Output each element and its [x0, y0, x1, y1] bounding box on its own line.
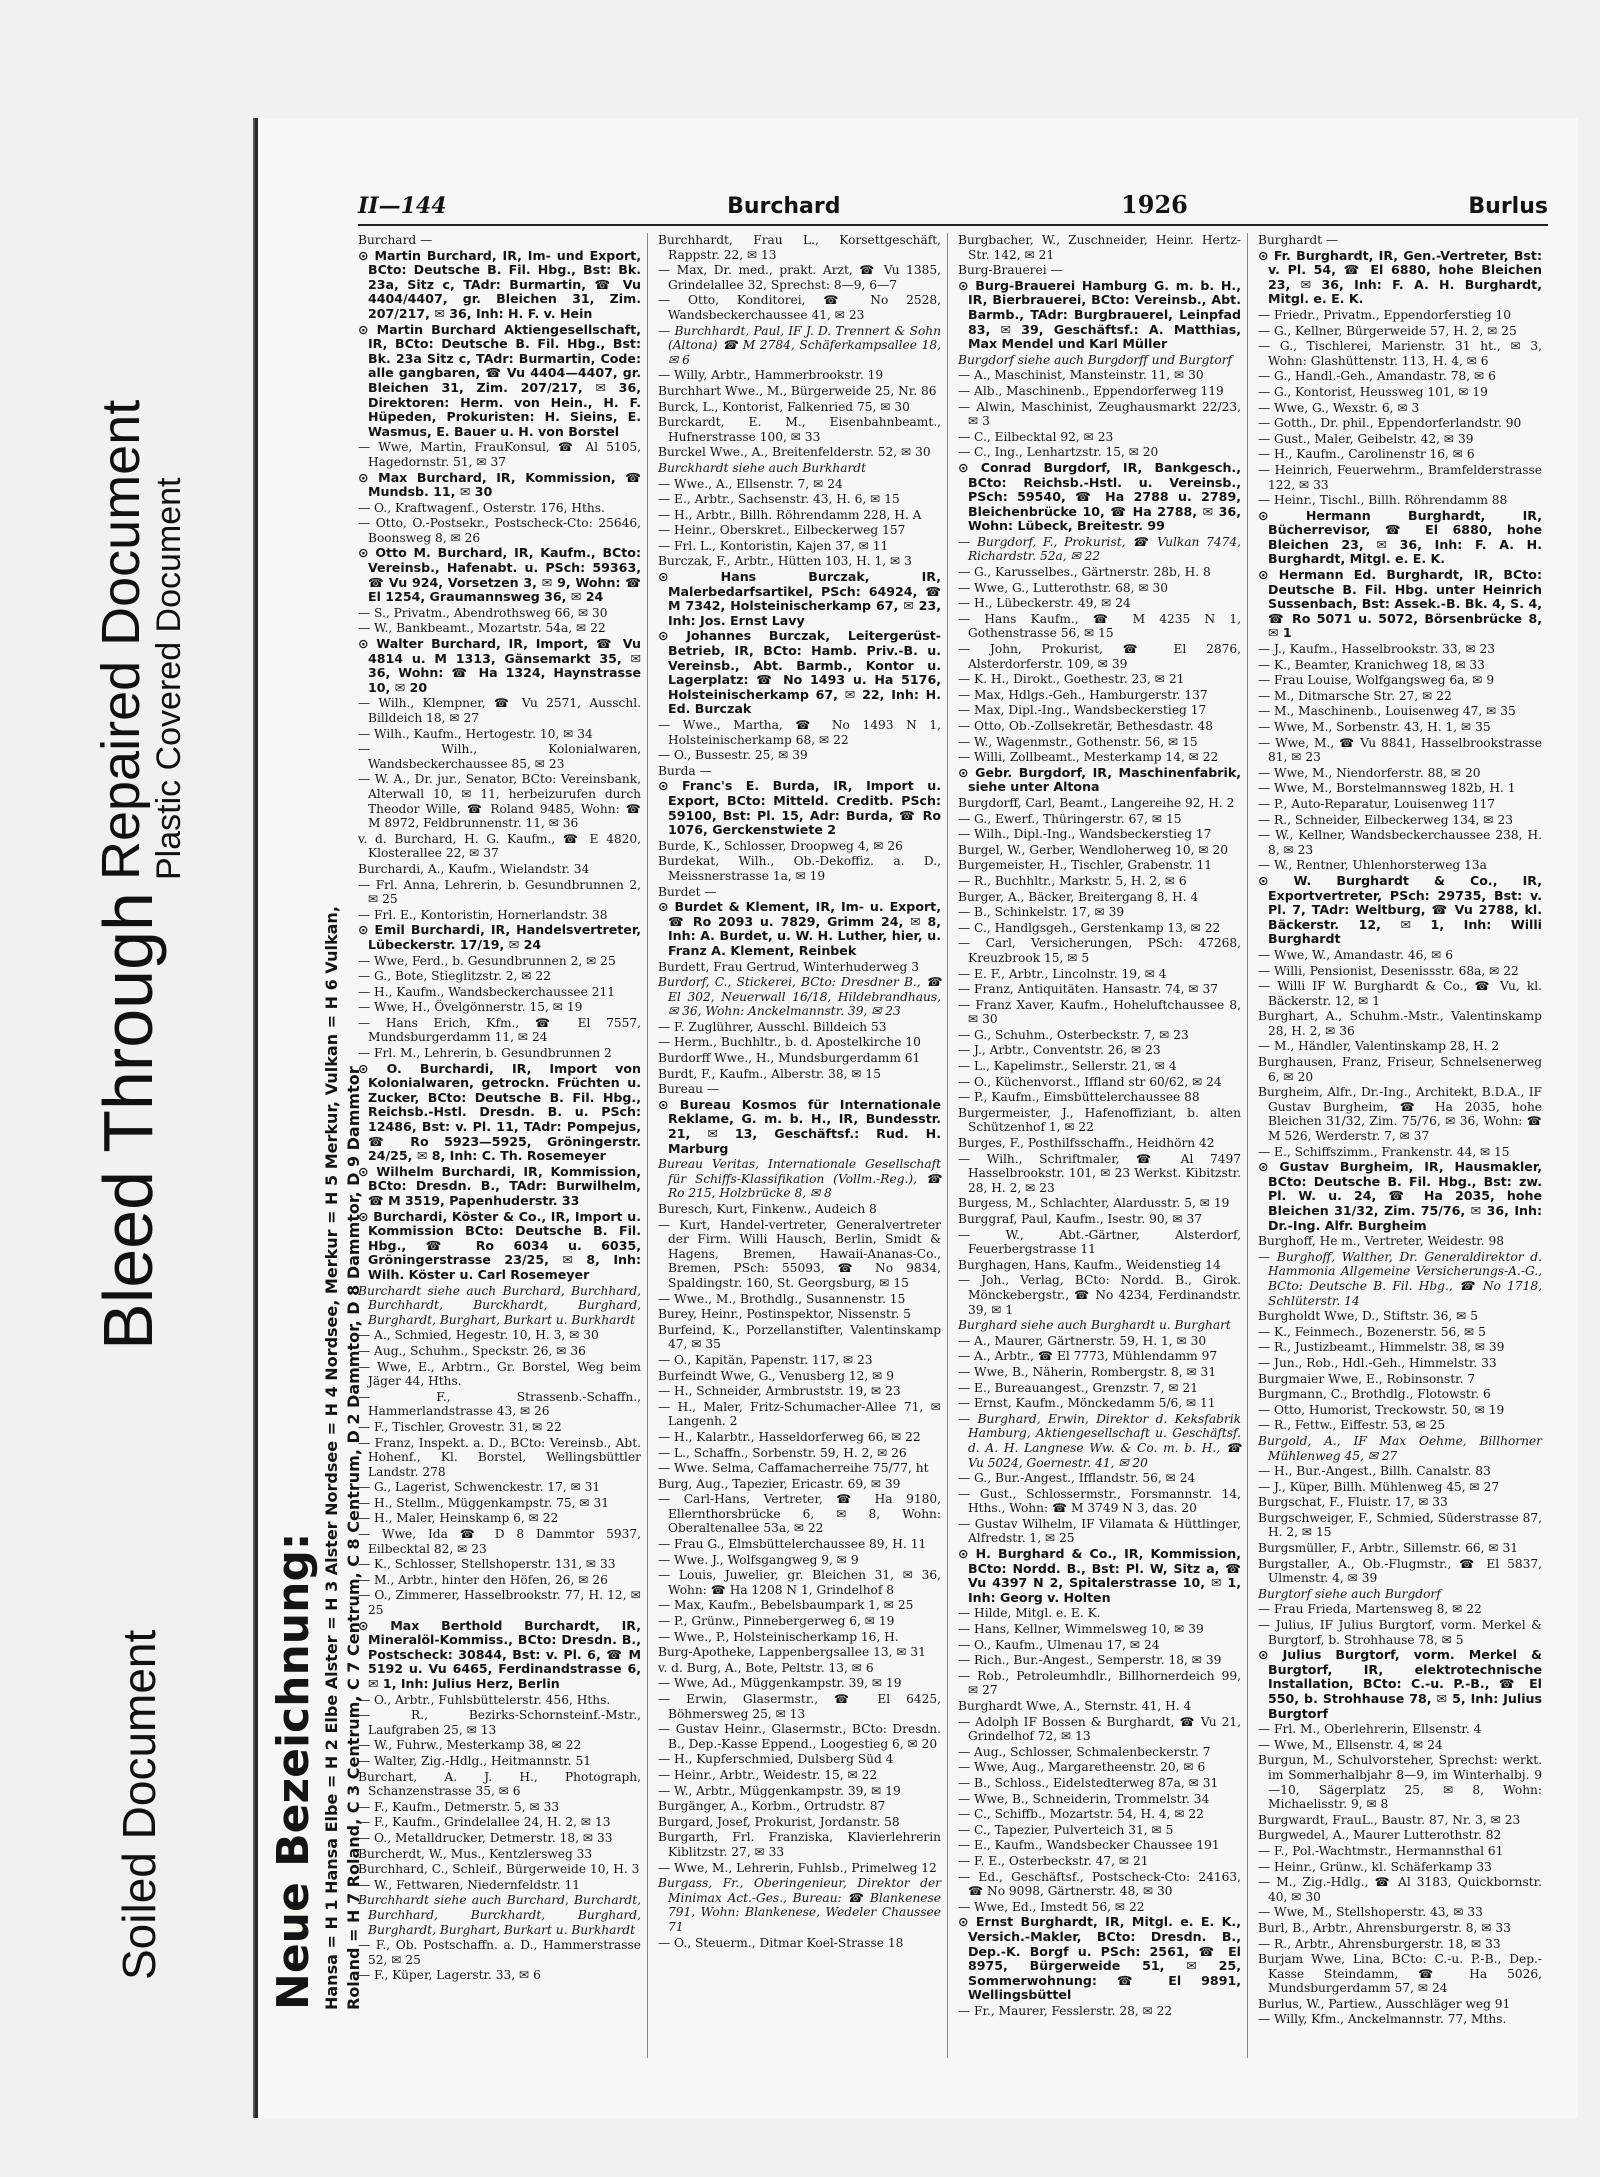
directory-entry: — H., Schneider, Armbruststr. 19, ✉ 23: [658, 1384, 901, 1399]
label-bleed-through: Bleed Through: [89, 892, 167, 1350]
directory-entry: v. d. Burchard, H. G. Kaufm., ☎ E 4820, Klosterallee 22, ✉ 37: [358, 831, 641, 861]
directory-entry: — Franz, Inspekt. a. D., BCto: Vereinsb., Abt. Hohenf., Kl. Borstel, Wellingsbüttler Landstr. 278: [358, 1435, 641, 1479]
directory-entry: — Wwe, Aug., Margaretheenstr. 20, ✉ 6: [958, 1760, 1206, 1775]
directory-entry: — W., Arbtr., Müggenkampstr. 39, ✉ 19: [658, 1783, 901, 1798]
directory-entry: — Frl. M., Oberlehrerin, Ellsenstr. 4: [1258, 1722, 1482, 1737]
directory-entry: Burgholdt Wwe, D., Stiftstr. 36, ✉ 5: [1258, 1309, 1479, 1324]
directory-entry: — G., Tischlerei, Marienstr. 31 ht., ✉ 3, Wohn: Glashüttenstr. 113, H. 4, ✉ 6: [1258, 339, 1542, 368]
directory-entry: — E., Bureauangest., Grenzstr. 7, ✉ 21: [958, 1380, 1198, 1395]
directory-entry: ⊙ W. Burghardt & Co., IR, Exportvertreter, PSch: 29735, Bst: v. Pl. 7, TAdr: Weltburg, ☎ Vu 2788, kl. Bäckerstr. 12, ✉ 1, Inh: Willi Burghardt: [1258, 872, 1542, 947]
directory-entry: — Gust., Maler, Geibelstr. 42, ✉ 39: [1258, 431, 1474, 446]
directory-entry: — Wwe, B., Schneiderin, Trommelstr. 34: [958, 1791, 1210, 1806]
directory-entry: — O., Kapitän, Papenstr. 117, ✉ 23: [658, 1352, 873, 1367]
directory-entry: — Heinrich, Feuerwehrm., Bramfelderstrasse 122, ✉ 33: [1258, 462, 1542, 492]
directory-entry: — H., Kaufm., Carolinenstr 16, ✉ 6: [1258, 447, 1475, 462]
directory-entry: Burg-Brauerei —: [958, 263, 1063, 278]
directory-entry: — Wwe, G., Lutterothstr. 68, ✉ 30: [958, 580, 1169, 595]
directory-entry: — H., Bur.-Angest., Billh. Canalstr. 83: [1258, 1464, 1491, 1479]
directory-entry: — O., Kaufm., Ulmenau 17, ✉ 24: [958, 1637, 1160, 1652]
label-soiled-document: Soiled Document: [113, 1629, 165, 1980]
directory-entry: — Heinr., Tischl., Billh. Röhrendamm 88: [1258, 493, 1508, 508]
directory-entry: — Gustav Heinr., Glasermstr., BCto: Dresdn. B., Dep.-Kasse Eppend., Loogestieg 6, ✉ 20: [658, 1722, 941, 1751]
directory-entry: — Otto, Konditorei, ☎ No 2528, Wandsbeckerchaussee 41, ✉ 23: [658, 293, 941, 322]
directory-entry: — G., Bote, Stieglitzstr. 2, ✉ 22: [358, 969, 551, 984]
directory-entry: — F. Zuglührer, Ausschl. Billdeich 53: [658, 1019, 887, 1034]
directory-entry: — H., Kalarbtr., Hasseldorferweg 66, ✉ 22: [658, 1429, 921, 1444]
directory-entry: Burgänger, A., Korbm., Ortrudstr. 87: [658, 1799, 886, 1814]
directory-entry: — C., Eilbecktal 92, ✉ 23: [958, 429, 1114, 444]
directory-entry: — Friedr., Privatm., Eppendorferstieg 10: [1258, 307, 1512, 322]
directory-entry: — L., Schaffn., Sorbenstr. 59, H. 2, ✉ 26: [658, 1445, 907, 1460]
directory-entry: — R., Fettw., Eiffestr. 53, ✉ 25: [1258, 1418, 1446, 1433]
directory-entry: — O., Arbtr., Fuhlsbüttelerstr. 456, Hths.: [358, 1692, 611, 1707]
directory-entry: — O., Metalldrucker, Detmerstr. 18, ✉ 33: [358, 1830, 613, 1845]
directory-entry: Burgstaller, A., Ob.-Flugmstr., ☎ El 5837, Ulmenstr. 4, ✉ 39: [1258, 1556, 1542, 1586]
legend-line-2: Roland = H 7 Roland, C 3 Centrum, C 7 Centrum, C 8 Centrum, D 2 Dammtor, D 8 Dammtor, D 9 Dammtor: [344, 1066, 363, 2010]
directory-entry: — Gotth., Dr. phil., Eppendorferlandstr. 90: [1258, 416, 1522, 431]
directory-entry: — Otto, Humorist, Treckowstr. 50, ✉ 19: [1258, 1402, 1505, 1417]
directory-entry: — Wwe, Ad., Müggenkampstr. 39, ✉ 19: [658, 1676, 902, 1691]
first-keyword: Burchard: [727, 194, 841, 219]
directory-entry: ⊙ Conrad Burgdorf, IR, Bankgesch., BCto: Reichsb.-Hstl. u. Vereinsb., PSch: 59540, ☎ Ha 2788 u. 2789, Bleichenbrücke 10, ☎ Ha 2788, ✉ 36, Wohn: Lübeck, Breitestr. 99: [958, 459, 1241, 534]
directory-entry: — O., Steuerm., Ditmar Koel-Strasse 18: [658, 1935, 904, 1950]
directory-entry: ⊙ O. Burchardi, IR, Import von Kolonialwaren, getrockn. Früchten u. Zucker, BCto: Deutsche B. Fil. Hbg., Reichsb.-Hstl. Dresdn. B. u. PSch: 12486, Bst: v. Pl. 11, TAdr: Pompejus, ☎ Ro 5923—5925, Gröningerstr. 24/25, ✉ 8, Inh: C. Th. Rosemeyer: [358, 1060, 641, 1164]
directory-entry: — E., Arbtr., Sachsenstr. 43, H. 6, ✉ 15: [658, 492, 900, 507]
directory-entry: — Walter, Zig.-Hdlg., Heitmannstr. 51: [358, 1753, 591, 1768]
directory-entry: — Jun., Rob., Hdl.-Geh., Himmelstr. 33: [1258, 1355, 1497, 1370]
directory-entry: Burfeind, K., Porzellanstifter, Valentinskamp 47, ✉ 35: [658, 1322, 941, 1352]
directory-entry: — Max, Hdlgs.-Geh., Hamburgerstr. 137: [958, 687, 1208, 702]
directory-entry: — F., Strassenb.-Schaffn., Hammerlandstrasse 43, ✉ 26: [358, 1389, 641, 1419]
directory-entry: Burghardt —: [1258, 233, 1339, 247]
directory-entry: — Wwe, B., Näherin, Rombergstr. 8, ✉ 31: [958, 1364, 1217, 1379]
directory-entry: — G., Bur.-Angest., Ifflandstr. 56, ✉ 24: [958, 1471, 1196, 1486]
directory-entry: — Gustav Wilhelm, IF Vilamata & Hüttlinger, Alfredstr. 1, ✉ 25: [958, 1516, 1241, 1546]
directory-entry: ⊙ Fr. Burghardt, IR, Gen.-Vertreter, Bst: v. Pl. 54, ☎ El 6880, hohe Bleichen 23, ✉ 36, Inh: F. A. H. Burghardt, Mitgl. e. E. K.: [1258, 247, 1542, 307]
directory-entry: — P., Kaufm., Eimsbüttelerchaussee 88: [958, 1090, 1200, 1105]
directory-entry: Burgwedel, A., Maurer Lutterothstr. 82: [1258, 1828, 1502, 1843]
directory-entry: — Wwe, M., Stellshoperstr. 43, ✉ 33: [1258, 1905, 1483, 1920]
directory-entry: ⊙ Martin Burchard, IR, Im- und Export, BCto: Deutsche B. Fil. Hbg., Bst: Bk. 23a, Sitz c, TAdr: Burmartin, ☎ Vu 4404/4407, gr. Bleichen 31, Zim. 207/217, ✉ 36, Inh: H. F. v. Hein: [358, 247, 641, 321]
directory-entry: — Wwe, M., Borstelmannsweg 182b, H. 1: [1258, 781, 1516, 796]
directory-entry: Burgdorf siehe auch Burgdorff und Burgtorf: [958, 352, 1233, 367]
directory-entry: Burgard, Josef, Prokurist, Jordanstr. 58: [658, 1814, 900, 1829]
directory-entry: — Wwe., Martha, ☎ No 1493 N 1, Holsteinischerkamp 68, ✉ 22: [658, 718, 941, 747]
directory-entry: Burghardt Wwe, A., Sternstr. 41, H. 4: [958, 1699, 1192, 1713]
directory-entry: — R., Buchhltr., Markstr. 5, H. 2, ✉ 6: [958, 873, 1187, 888]
directory-entry: ⊙ Gustav Burgheim, IR, Hausmakler, BCto: Deutsche B. Fil. Hbg., Bst: zw. Pl. W. u. 24, ☎ Ha 2035, hohe Bleichen 31/32, Zim. 75/76, ✉ 36, Inh: Dr.-Ing. Alfr. Burgheim: [1258, 1159, 1542, 1233]
directory-entry: ⊙ Wilhelm Burchardi, IR, Kommission, BCto: Dresdn. B., TAdr: Burwilhelm, ☎ M 3519, Papenhuderstr. 33: [358, 1163, 641, 1208]
directory-entry: Burckardt, E. M., Eisenbahnbeamt., Hufnerstrasse 100, ✉ 33: [658, 415, 941, 444]
directory-entry: — W., Abt.-Gärtner, Alsterdorf, Feuerbergstrasse 11: [958, 1227, 1241, 1257]
directory-entry: — C., Tapezier, Pulverteich 31, ✉ 5: [958, 1822, 1174, 1837]
directory-entry: — W., Fettwaren, Niedernfeldstr. 11: [358, 1877, 580, 1892]
directory-entry: — Frl. L., Kontoristin, Kajen 37, ✉ 11: [658, 538, 889, 553]
directory-entry: — Heinr., Oberskret., Eilbeckerweg 157: [658, 523, 906, 538]
directory-entry: — E. F., Arbtr., Lincolnstr. 19, ✉ 4: [958, 966, 1167, 981]
directory-entry: — E., Schiffszimm., Frankenstr. 44, ✉ 15: [1258, 1144, 1510, 1159]
directory-entry: — K., Schlosser, Stellshoperstr. 131, ✉ 33: [358, 1557, 616, 1572]
directory-entry: — F., Küper, Lagerstr. 33, ✉ 6: [358, 1968, 541, 1983]
directory-entry: Burck, L., Kontorist, Falkenried 75, ✉ 30: [658, 399, 910, 414]
directory-entry: ⊙ Burdet & Klement, IR, Im- u. Export, ☎ Ro 2093 u. 7829, Grimm 24, ✉ 8, Inh: A. Burdet, u. W. H. Luther, hier, u. Franz A. Klement, Reinbek: [658, 899, 941, 958]
directory-entry: — Wwe., A., Ellsenstr. 7, ✉ 24: [658, 476, 843, 491]
directory-entry: — Wwe. Selma, Caffamacherreihe 75/77, ht: [658, 1461, 929, 1476]
directory-entry: Burchhardt, Frau L., Korsettgeschäft, Rappstr. 22, ✉ 13: [658, 233, 941, 262]
directory-entry: — Heinr., Grünw., kl. Schäferkamp 33: [1258, 1859, 1492, 1874]
directory-entry: — C., Handlgsgeh., Gerstenkamp 13, ✉ 22: [958, 920, 1221, 935]
directory-entry: — R., Justizbeamt., Himmelstr. 38, ✉ 39: [1258, 1340, 1505, 1355]
directory-entry: — Burghard, Erwin, Direktor d. Keksfabrik Hamburg, Aktiengesellschaft u. Geschäftsf. d. A. H. Langnese Ww. & Co. m. b. H., ☎ Vu 5024, Goernestr. 41, ✉ 20: [958, 1411, 1241, 1470]
directory-entry: — Carl, Versicherungen, PSch: 47268, Kreuzbrook 15, ✉ 5: [958, 936, 1241, 965]
directory-entry: — G., Lagerist, Schwenckestr. 17, ✉ 31: [358, 1480, 601, 1495]
directory-entry: Burey, Heinr., Postinspektor, Nissenstr. 5: [658, 1307, 911, 1322]
directory-entry: Burdekat, Wilh., Ob.-Dekoffiz. a. D., Meissnerstrasse 1a, ✉ 19: [658, 854, 941, 883]
directory-entry: Burckel Wwe., A., Breitenfelderstr. 52, ✉ 30: [658, 445, 931, 460]
directory-entry: ⊙ Max Burchard, IR, Kommission, ☎ Mundsb. 11, ✉ 30: [358, 469, 641, 500]
directory-entry: — A., Arbtr., ☎ El 7773, Mühlendamm 97: [958, 1349, 1218, 1364]
directory-entry: Burgun, M., Schulvorsteher, Sprechst: werkt. im Sommerhalbjahr 8—9, im Winterhalbj. 9—10, Sägerplatz 25, ✉ 8, Wohn: Michaelisstr. 9, ✉ 8: [1258, 1753, 1542, 1812]
directory-entry: — Kurt, Handel-vertreter, Generalvertreter der Firm. Willi Hausch, Berlin, Smidt & Hagens, Bremen, Hawaii-Ananas-Co., Bremen, PSch: 55093, ☎ No 9834, Spaldingstr. 160, St. Georgsburg, ✉ 15: [658, 1217, 941, 1290]
directory-entry: — O., Zimmerer, Hasselbrookstr. 77, H. 12, ✉ 25: [358, 1588, 641, 1618]
directory-entry: — John, Prokurist, ☎ El 2876, Alsterdorferstr. 109, ✉ 39: [958, 642, 1241, 671]
directory-entry: — Joh., Verlag, BCto: Nordd. B., Girok. Mönckebergstr., ☎ No 4234, Ferdinandstr. 39, ✉ 1: [958, 1273, 1241, 1317]
directory-entry: Burchardt siehe auch Burchard, Burchhard, Burchhardt, Burckhardt, Burghard, Burghardt, Burghart, Burkart u. Burkhardt: [358, 1283, 641, 1327]
directory-entry: — G., Karusselbes., Gärtnerstr. 28b, H. 8: [958, 565, 1211, 580]
directory-entry: — Max, Dr. med., prakt. Arzt, ☎ Vu 1385, Grindelallee 32, Sprechst: 8—9, 6—7: [658, 263, 941, 292]
directory-entry: ⊙ Burg-Brauerei Hamburg G. m. b. H., IR, Bierbrauerei, BCto: Vereinsb., Abt. Barmb., TAdr: Burgbrauerel, Leinpfad 83, ✉ 39, Geschäftsf.: A. Matthias, Max Mendel und Karl Müller: [958, 277, 1241, 352]
directory-entry: ⊙ Hans Burczak, IR, Malerbedarfsartikel, PSch: 64924, ☎ M 7342, Holsteinischerkamp 67, ✉ 23, Inh: Jos. Ernst Lavy: [658, 569, 941, 628]
directory-entry: — M., Händler, Valentinskamp 28, H. 2: [1258, 1039, 1500, 1054]
directory-entry: ⊙ Burchardi, Köster & Co., IR, Import u. Kommission BCto: Deutsche B. Fil. Hbg., ☎ Ro 6034 u. 6035, Gröningerstrasse 23/25, ✉ 8, Inh: Wilh. Köster u. Carl Rosemeyer: [358, 1208, 641, 1282]
directory-entry: — H., Stellm., Müggenkampstr. 75, ✉ 31: [358, 1495, 609, 1510]
directory-entry: Burfeindt Wwe, G., Venusberg 12, ✉ 9: [658, 1368, 894, 1383]
directory-entry: — Wilh., Klempner, ☎ Vu 2571, Ausschl. Billdeich 18, ✉ 27: [358, 696, 641, 725]
directory-entry: Burgschat, F., Fluistr. 17, ✉ 33: [1258, 1495, 1448, 1510]
directory-entry: — Willy, Kfm., Anckelmannstr. 77, Mths.: [1258, 2012, 1507, 2027]
directory-entry: — Wwe, M., Sorbenstr. 43, H. 1, ✉ 35: [1258, 720, 1491, 734]
directory-entry: — Frl. M., Lehrerin, b. Gesundbrunnen 2: [358, 1046, 612, 1061]
column-3: [958, 233, 1248, 2058]
directory-entry: — P., Grünw., Pinnebergerweg 6, ✉ 19: [658, 1614, 895, 1629]
directory-entry: — O., Küchenvorst., Iffland str 60/62, ✉ 24: [958, 1074, 1222, 1089]
directory-entry: ⊙ H. Burghard & Co., IR, Kommission, BCto: Nordd. B., Bst: Pl. W, Sitz a, ☎ Vu 4397 N 2, Spitalerstrasse 10, ✉ 1, Inh: Georg v. Holten: [958, 1546, 1241, 1605]
directory-entry: — Willi, Zollbeamt., Mesterkamp 14, ✉ 22: [958, 750, 1219, 765]
directory-entry: Burcherdt, W., Mus., Kentzlersweg 33: [358, 1846, 593, 1861]
directory-entry: — Wwe., P., Holsteinischerkamp 16, H.: [658, 1629, 899, 1644]
directory-entry: — Carl-Hans, Vertreter, ☎ Ha 9180, Ellernthorsbrücke 6, ✉ 8, Wohn: Oberaltenallee 53a, ✉ 22: [658, 1492, 941, 1536]
directory-entry: — H., Arbtr., Billh. Röhrendamm 228, H. A: [658, 507, 922, 522]
directory-entry: Burgmaier Wwe, E., Robinsonstr. 7: [1258, 1371, 1476, 1386]
directory-entry: — Wilh., Dipl.-Ing., Wandsbeckerstieg 17: [958, 827, 1212, 842]
directory-entry: — Otto, Ob.-Zollsekretär, Bethesdastr. 48: [958, 719, 1213, 733]
directory-entry: — Gust., Schlossermstr., Forsmannstr. 14, Hths., Wohn: ☎ M 3749 N 3, das. 20: [958, 1486, 1241, 1516]
directory-entry: — J., Arbtr., Conventstr. 26, ✉ 23: [958, 1043, 1161, 1058]
label-plastic-covered-document: Plastic Covered Document: [150, 477, 188, 880]
directory-entry: Burchhart Wwe., M., Bürgerweide 25, Nr. 86: [658, 383, 937, 398]
directory-entry: — R., Bezirks-Schornsteinf.-Mstr., Laufgraben 25, ✉ 13: [358, 1708, 641, 1737]
directory-entry: — Wwe, G., Wexstr. 6, ✉ 3: [1258, 400, 1420, 415]
directory-entry: — W., Wagenmstr., Gothenstr. 56, ✉ 15: [958, 734, 1198, 749]
directory-entry: Burghoff, He m., Vertreter, Weidestr. 98: [1258, 1234, 1505, 1249]
directory-entry: — Frl. E., Kontoristin, Hornerlandstr. 38: [358, 907, 608, 922]
directory-entry: — Hans, Kellner, Wimmelsweg 10, ✉ 39: [958, 1622, 1204, 1637]
directory-entry: — M., Zig.-Hdlg., ☎ Al 3183, Quickbornstr. 40, ✉ 30: [1258, 1875, 1542, 1904]
directory-entry: — A., Schmied, Hegestr. 10, H. 3, ✉ 30: [358, 1328, 599, 1343]
directory-entry: Burgel, W., Gerber, Wendloherweg 10, ✉ 20: [958, 842, 1229, 857]
directory-entry: — E., Kaufm., Wandsbecker Chaussee 191: [958, 1838, 1220, 1853]
directory-entry: — Burgdorf, F., Prokurist, ☎ Vulkan 7474, Richardstr. 52a, ✉ 22: [958, 534, 1241, 564]
directory-entry: — Rob., Petroleumhdlr., Billhornerdeich 99, ✉ 27: [958, 1668, 1241, 1698]
directory-entry: — O., Bussestr. 25, ✉ 39: [658, 748, 808, 763]
directory-entry: — Ernst, Kaufm., Mönckedamm 5/6, ✉ 11: [958, 1396, 1216, 1411]
directory-entry: — Erwin, Glasermstr., ☎ El 6425, Böhmersweg 25, ✉ 13: [658, 1692, 941, 1721]
directory-entry: Burchardi, A., Kaufm., Wielandstr. 34: [358, 861, 590, 876]
directory-entry: Burgwardt, FrauL., Baustr. 87, Nr. 3, ✉ 23: [1258, 1812, 1521, 1827]
year: 1926: [1121, 190, 1188, 219]
directory-entry: — Wwe., M., Brothdlg., Susannenstr. 15: [658, 1291, 906, 1306]
directory-entry: ⊙ Otto M. Burchard, IR, Kaufm., BCto: Vereinsb., Hafenabt. u. PSch: 59363, ☎ Vu 924, Vorsetzen 3, ✉ 9, Wohn: ☎ El 1254, Graumannsweg 36, ✉ 24: [358, 545, 641, 605]
directory-entry: — Wilh., Schriftmaler, ☎ Al 7497 Hasselbrookstr. 101, ✉ 23 Werkst. Kibitzstr. 28, H. 2, ✉ 23: [958, 1151, 1241, 1195]
directory-entry: Burczak, F., Arbtr., Hütten 103, H. 1, ✉ 3: [658, 554, 912, 569]
directory-entry: — B., Schloss., Eidelstedterweg 87a, ✉ 31: [958, 1775, 1219, 1790]
directory-entry: ⊙ Max Berthold Burchardt, IR, Mineralöl-Kommiss., BCto: Dresdn. B., Postscheck: 30844, Bst: v. Pl. 6, ☎ M 5192 u. Vu 6465, Ferdinandstrasse 6, ✉ 1, Inh: Julius Herz, Berlin: [358, 1617, 641, 1691]
directory-entry: Burdet —: [658, 884, 717, 899]
directory-entry: — H., Kupferschmied, Dulsberg Süd 4: [658, 1752, 894, 1767]
directory-entry: — H., Lübeckerstr. 49, ✉ 24: [958, 596, 1131, 611]
directory-entry: Burges, F., Posthilfsschaffn., Heidhörn 42: [958, 1136, 1215, 1151]
directory-entry: — Fr., Maurer, Fesslerstr. 28, ✉ 22: [958, 2003, 1173, 2018]
directory-entry: — Wwe, Martin, FrauKonsul, ☎ Al 5105, Hagedornstr. 51, ✉ 37: [358, 440, 641, 469]
directory-entry: — W., Rentner, Uhlenhorsterweg 13a: [1258, 858, 1487, 873]
directory-entry: — Willy, Arbtr., Hammerbrookstr. 19: [658, 368, 884, 383]
directory-entry: — Heinr., Arbtr., Weidestr. 15, ✉ 22: [658, 1767, 878, 1782]
directory-entry: — F., Ob. Postschaffn. a. D., Hammerstrasse 52, ✉ 25: [358, 1938, 641, 1967]
directory-entry: — C., Ing., Lenhartzstr. 15, ✉ 20: [958, 445, 1159, 460]
directory-entry: — M., Maschinenb., Louisenweg 47, ✉ 35: [1258, 704, 1516, 719]
directory-entry: — H., Maler, Heinskamp 6, ✉ 22: [358, 1511, 559, 1526]
directory-entry: Burde, K., Schlosser, Droopweg 4, ✉ 26: [658, 838, 903, 853]
directory-entry: ⊙ Hermann Burghardt, IR, Bücherrevisor, ☎ El 6880, hohe Bleichen 23, ✉ 36, Inh: F. A. H. Burghardt, Mitgl. e. E. K.: [1258, 507, 1542, 567]
directory-entry: — Franz, Antiquitäten. Hansastr. 74, ✉ 37: [958, 982, 1218, 997]
directory-entry: — Wwe, Ferd., b. Gesundbrunnen 2, ✉ 25: [358, 953, 616, 968]
directory-entry: — Willi, Pensionist, Desenissstr. 68a, ✉ 22: [1258, 963, 1519, 978]
directory-entry: — G., Kontorist, Heussweg 101, ✉ 19: [1258, 384, 1488, 399]
directory-entry: — A., Maschinist, Mansteinstr. 11, ✉ 30: [958, 368, 1204, 383]
directory-entry: Buresch, Kurt, Finkenw., Audeich 8: [658, 1202, 877, 1216]
directory-entry: — Louis, Juwelier, gr. Bleichen 31, ✉ 36, Wohn: ☎ Ha 1208 N 1, Grindelhof 8: [658, 1568, 941, 1597]
directory-entry: — J., Küper, Billh. Mühlenweg 45, ✉ 27: [1258, 1479, 1500, 1494]
directory-entry: ⊙ Gebr. Burgdorf, IR, Maschinenfabrik, siehe unter Altona: [958, 764, 1241, 795]
directory-entry: — Burghoff, Walther, Dr. Generaldirektor d. Hammonia Allgemeine Versicherungs-A.-G., BCto: Deutsche B. Fil. Hbg., ☎ No 1718, Schlüterstr. 14: [1258, 1249, 1542, 1308]
column-1: [358, 233, 648, 2058]
directory-entry: — Wilh., Kaufm., Hertogestr. 10, ✉ 34: [358, 726, 593, 741]
directory-entry: — Wwe, M., ☎ Vu 8841, Hasselbrookstrasse 81, ✉ 23: [1258, 735, 1542, 765]
directory-entry: — F., Tischler, Grovestr. 31, ✉ 22: [358, 1419, 562, 1434]
directory-entry: — H., Maler, Fritz-Schumacher-Allee 71, ✉ Langenh. 2: [658, 1399, 941, 1429]
directory-entry: Burgermeister, J., Hafenoffiziant, b. alten Schützenhof 1, ✉ 22: [958, 1105, 1241, 1135]
directory-entry: ⊙ Martin Burchard Aktiengesellschaft, IR, BCto: Deutsche B. Fil. Hbg., Bst: Bk. 23a Sitz c, TAdr: Burmartin, Code: alle gangbaren, ☎ Vu 4404—4407, gr. Bleichen 31, Zim. 207/217, ✉ 36, Direktoren: Herm. von Hein., H. F. Hüpeden, Prokuristen: H. Sieins, E. Wasmus, E. Bauer u. H. von Borstel: [358, 321, 641, 439]
directory-entry: v. d. Burg, A., Bote, Peltstr. 13, ✉ 6: [658, 1660, 874, 1675]
directory-entry: — Otto, O.-Postsekr., Postscheck-Cto: 25646, Boonsweg 8, ✉ 26: [358, 516, 641, 545]
directory-entry: — G., Kellner, Bürgerweide 57, H. 2, ✉ 25: [1258, 323, 1517, 338]
page-header: [358, 190, 1548, 226]
directory-entry: Burda —: [658, 763, 712, 778]
directory-entry: — Wwe, M., Niendorferstr. 88, ✉ 20: [1258, 765, 1481, 780]
directory-entry: — R., Arbtr., Ahrensburgerstr. 18, ✉ 33: [1258, 1936, 1501, 1951]
directory-entry: — Wwe. J., Wolfsgangweg 9, ✉ 9: [658, 1552, 859, 1567]
directory-entry: — Burchhardt, Paul, IF J. D. Trennert & Sohn (Altona) ☎ M 2784, Schäferkampsallee 18, ✉ 6: [658, 323, 941, 367]
directory-entry: Burggraf, Paul, Kaufm., Isestr. 90, ✉ 37: [958, 1212, 1202, 1226]
directory-entry: Burjam Wwe, Lina, BCto: C.-u. P.-B., Dep.-Kasse Steindamm, ☎ Ha 5026, Mundsburgerdamm 57, ✉ 24: [1258, 1952, 1542, 1996]
directory-entry: Bureau —: [658, 1082, 720, 1097]
directory-entry: — Wwe, M., Ellsenstr. 4, ✉ 24: [1258, 1737, 1443, 1752]
directory-entry: Burdt, F., Kaufm., Alberstr. 38, ✉ 15: [658, 1066, 881, 1081]
directory-page: [255, 118, 1578, 2118]
directory-entry: — Wwe, E., Arbtrn., Gr. Borstel, Weg beim Jäger 44, Hths.: [358, 1359, 641, 1389]
directory-entry: Burgold, A., IF Max Oehme, Billhorner Mühlenweg 45, ✉ 27: [1258, 1433, 1542, 1463]
directory-entry: — Frau Louise, Wolfgangsweg 6a, ✉ 9: [1258, 673, 1495, 688]
directory-entry: Burgarth, Frl. Franziska, Klavierlehrerin Kiblitzstr. 27, ✉ 33: [658, 1830, 941, 1859]
label-repaired-document: Repaired Document: [91, 399, 151, 880]
column-4: [1258, 233, 1548, 2058]
directory-entry: — Aug., Schlosser, Schmalenbeckerstr. 7: [958, 1744, 1211, 1759]
directory-entry: Burchard —: [358, 233, 433, 247]
directory-entry: Burdorff Wwe., H., Mundsburgerdamm 61: [658, 1051, 921, 1066]
directory-entry: — C., Schiffb., Mozartstr. 54, H. 4, ✉ 22: [958, 1807, 1204, 1822]
directory-entry: — Frau G., Elmsbüttelerchaussee 89, H. 11: [658, 1537, 927, 1552]
directory-entry: Burghagen, Hans, Kaufm., Weidenstieg 14: [958, 1257, 1221, 1272]
directory-entry: Burghard siehe auch Burghardt u. Burghart: [958, 1318, 1231, 1333]
directory-entry: ⊙ Hermann Ed. Burghardt, IR, BCto: Deutsche B. Fil. Hbg. unter Heinrich Sussenbach, Bst: Assek.-B. Bk. 4, S. 4, ☎ Ro 5071 u. 5072, Börsenbrücke 8, ✉ 1: [1258, 567, 1542, 641]
directory-entry: — H., Kaufm., Wandsbeckerchaussee 211: [358, 984, 615, 999]
directory-entry: ⊙ Ernst Burghardt, IR, Mitgl. e. E. K., Versich.-Makler, BCto: Dresdn. B., Dep.-K. Borgf u. PSch: 2561, ☎ El 8975, Bürgerweide 51, ✉ 25, Sommerwohnung: ☎ El 9891, Wellingsbüttel: [958, 1914, 1241, 2003]
legend-line-1: Hansa = H 1 Hansa Elbe = H 2 Elbe Alster = H 3 Alster Nordsee = H 4 Nordsee, Merkur = H 5 Merkur, Vulkan = H 6 Vulkan,: [322, 906, 341, 2010]
directory-entry: — Willi IF W. Burghardt & Co., ☎ Vu, kl. Bäckerstr. 12, ✉ 1: [1258, 979, 1542, 1008]
directory-entry: — Rich., Bur.-Angest., Semperstr. 18, ✉ 39: [958, 1653, 1222, 1668]
directory-entry: Burgass, Fr., Oberingenieur, Direktor der Minimax Act.-Ges., Bureau: ☎ Blankenese 791, Wohn: Blankenese, Wedeler Chaussee 71: [658, 1876, 941, 1934]
directory-entry: — O., Kraftwagenf., Osterstr. 176, Hths.: [358, 500, 605, 515]
directory-entry: — K., Feinmech., Bozenerstr. 56, ✉ 5: [1258, 1324, 1486, 1339]
directory-entry: — G., Schuhm., Osterbeckstr. 7, ✉ 23: [958, 1027, 1189, 1042]
directory-entry: — M., Ditmarsche Str. 27, ✉ 22: [1258, 688, 1452, 703]
directory-entry: — B., Schinkelstr. 17, ✉ 39: [958, 905, 1125, 920]
directory-entry: — Alb., Maschinenb., Eppendorferweg 119: [958, 383, 1224, 398]
directory-entry: — Hans Erich, Kfm., ☎ El 7557, Mundsburgerdamm 11, ✉ 24: [358, 1015, 641, 1045]
directory-entry: ⊙ Walter Burchard, IR, Import, ☎ Vu 4814 u. M 1313, Gänsemarkt 35, ✉ 36, Wohn: ☎ Ha 1324, Haynstrasse 10, ✉ 20: [358, 636, 641, 695]
directory-entry: — F., Pol.-Wachtmstr., Hermannsthal 61: [1258, 1843, 1504, 1858]
column-2: [658, 233, 948, 2058]
directory-entry: — Wwe, Ida ☎ D 8 Dammtor 5937, Eilbecktal 82, ✉ 23: [358, 1527, 641, 1556]
directory-entry: — W., Fuhrw., Mesterkamp 38, ✉ 22: [358, 1738, 582, 1753]
directory-entry: — F., Kaufm., Detmerstr. 5, ✉ 33: [358, 1799, 560, 1814]
last-keyword: Burlus: [1468, 194, 1548, 219]
directory-entry: — Alwin, Maschinist, Zeughausmarkt 22/23, ✉ 3: [958, 399, 1241, 429]
directory-entry: — Herm., Buchhltr., b. d. Apostelkirche 10: [658, 1035, 921, 1050]
directory-entry: — Wwe, W., Amandastr. 46, ✉ 6: [1258, 947, 1454, 962]
directory-entry: — Wwe, H., Övelgönnerstr. 15, ✉ 19: [358, 1000, 583, 1015]
directory-entry: Burgmann, C., Brothdlg., Flotowstr. 6: [1258, 1387, 1491, 1402]
directory-entry: Burckhardt siehe auch Burkhardt: [658, 460, 866, 475]
directory-entry: — Wwe, M., Lehrerin, Fuhlsb., Primelweg 12: [658, 1860, 937, 1875]
directory-entry: — Max, Dipl.-Ing., Wandsbeckerstieg 17: [958, 703, 1207, 718]
directory-entry: — Hans Kaufm., ☎ M 4235 N 1, Gothenstrasse 56, ✉ 15: [958, 611, 1241, 641]
directory-entry: — Hilde, Mitgl. e. E. K.: [958, 1606, 1101, 1621]
directory-entry: Burdett, Frau Gertrud, Winterhuderweg 3: [658, 959, 919, 974]
directory-entry: — Frau Frieda, Martensweg 8, ✉ 22: [1258, 1602, 1482, 1617]
directory-entry: — Frl. Anna, Lehrerin, b. Gesundbrunnen 2, ✉ 25: [358, 877, 641, 907]
directory-entry: — S., Privatm., Abendrothsweg 66, ✉ 30: [358, 605, 608, 620]
directory-entry: Burchhard, C., Schleif., Bürgerweide 10, H. 3: [358, 1862, 640, 1877]
directory-entry: — K., Beamter, Kranichweg 18, ✉ 33: [1258, 657, 1485, 672]
directory-entry: Burgschweiger, F., Schmied, Süderstrasse 87, H. 2, ✉ 15: [1258, 1510, 1542, 1540]
directory-entry: — Wilh., Kolonialwaren, Wandsbeckerchaussee 85, ✉ 23: [358, 742, 641, 771]
directory-entry: Burghausen, Franz, Friseur, Schnelsenerweg 6, ✉ 20: [1258, 1055, 1542, 1084]
directory-entry: — Adolph IF Bossen & Burghardt, ☎ Vu 21, Grindelhof 72, ✉ 13: [958, 1714, 1241, 1744]
directory-entry: Burg-Apotheke, Lappenbergsallee 13, ✉ 31: [658, 1645, 926, 1660]
directory-entry: — Franz Xaver, Kaufm., Hoheluftchaussee 8, ✉ 30: [958, 997, 1241, 1027]
directory-entry: — Max, Kaufm., Bebelsbaumpark 1, ✉ 25: [658, 1598, 914, 1613]
directory-entry: Burl, B., Arbtr., Ahrensburgerstr. 8, ✉ 33: [1258, 1920, 1511, 1935]
entry-columns: [358, 233, 1548, 2058]
directory-entry: — F., Kaufm., Grindelallee 24, H. 2, ✉ 13: [358, 1815, 611, 1830]
directory-entry: — Wwe, Ed., Imstedt 56, ✉ 22: [958, 1899, 1145, 1914]
directory-entry: — G., Ewerf., Thüringerstr. 67, ✉ 15: [958, 811, 1182, 826]
directory-entry: — M., Arbtr., hinter den Höfen, 26, ✉ 26: [358, 1572, 608, 1587]
directory-entry: ⊙ Bureau Kosmos für Internationale Reklame, G. m. b. H., IR, Bundesstr. 21, ✉ 13, Geschäftsf.: Rud. H. Marburg: [658, 1096, 941, 1156]
directory-entry: ⊙ Julius Burgtorf, vorm. Merkel & Burgtorf, IR, elektrotechnische Installation, BCto: C.-u. P.-B., ☎ El 550, b. Strohhause 78, ✉ 5, Inh: Julius Burgtorf: [1258, 1647, 1542, 1721]
directory-entry: Burgemeister, H., Tischler, Grabenstr. 11: [958, 858, 1213, 873]
directory-entry: — P., Auto-Reparatur, Louisenweg 117: [1258, 796, 1496, 811]
directory-entry: ⊙ Johannes Burczak, Leitergerüst-Betrieb, IR, BCto: Hamb. Priv.-B. u. Vereinsb., Abt. Barmb., Kontor u. Lagerplatz: ☎ No 1493 u. Ha 5176, Holsteinischerkamp 67, ✉ 22, Inh: H. Ed. Burczak: [658, 628, 941, 717]
legend-heading: Neue Bezeichnung:: [268, 1532, 319, 2010]
directory-entry: — K. H., Dirokt., Goethestr. 23, ✉ 21: [958, 672, 1185, 687]
directory-entry: — J., Kaufm., Hasselbrookstr. 33, ✉ 23: [1258, 642, 1495, 657]
directory-entry: Burg, Aug., Tapezier, Ericastr. 69, ✉ 39: [658, 1476, 901, 1491]
page-number: II—144: [358, 193, 447, 219]
directory-entry: — L., Kapelimstr., Sellerstr. 21, ✉ 4: [958, 1059, 1177, 1074]
directory-entry: Burgtorf siehe auch Burgdorf: [1258, 1586, 1441, 1601]
directory-entry: Burgbacher, W., Zuschneider, Heinr. Hertz-Str. 142, ✉ 21: [958, 233, 1241, 262]
directory-entry: — Aug., Schuhm., Speckstr. 26, ✉ 36: [358, 1343, 586, 1358]
directory-entry: ⊙ Emil Burchardi, IR, Handelsvertreter, Lübeckerstr. 17/19, ✉ 24: [358, 922, 641, 952]
directory-entry: Burdorf, C., Stickerei, BCto: Dresdner B., ☎ El 302, Neuerwall 16/18, Hildebrandhaus, ✉ 36, Wohn: Anckelmannstr. 39, ✉ 23: [658, 975, 941, 1019]
directory-entry: — A., Maurer, Gärtnerstr. 59, H. 1, ✉ 30: [958, 1333, 1207, 1348]
directory-entry: — G., Handl.-Geh., Amandastr. 78, ✉ 6: [1258, 369, 1496, 384]
directory-entry: Burgsmüller, F., Arbtr., Sillemstr. 66, ✉ 31: [1258, 1541, 1518, 1556]
directory-entry: Burgess, M., Schlachter, Alardusstr. 5, ✉ 19: [958, 1196, 1230, 1211]
directory-entry: Burgheim, Alfr., Dr.-Ing., Architekt, B.D.A., IF Gustav Burgheim, ☎ Ha 2035, hohe Bleichen 31/32, Zim. 75/76, ✉ 36, Wohn: ☎ M 526, Werderstr. 7, ✉ 37: [1258, 1085, 1542, 1144]
directory-entry: Burghart, A., Schuhm.-Mstr., Valentinskamp 28, H. 2, ✉ 36: [1258, 1009, 1542, 1038]
directory-entry: Burchart, A. J. H., Photograph, Schanzenstrasse 35, ✉ 6: [358, 1769, 641, 1799]
directory-entry: Burger, A., Bäcker, Breitergang 8, H. 4: [958, 889, 1199, 904]
directory-entry: ⊙ Franc's E. Burda, IR, Import u. Export, BCto: Mitteld. Creditb. PSch: 59100, Bst: Pl. 15, Adr: Burda, ☎ Ro 1076, Gerckenstwiete 2: [658, 778, 941, 838]
directory-entry: Burlus, W., Partiew., Ausschläger weg 91: [1258, 1996, 1511, 2011]
directory-entry: — W. A., Dr. jur., Senator, BCto: Vereinsbank, Alterwall 10, ✉ 11, herbeizurufen durch Theodor Wille, ☎ Roland 9485, Wohn: ☎ M 8972, Feldbrunnenstr. 11, ✉ 36: [358, 772, 641, 831]
directory-entry: Bureau Veritas, Internationale Gesellschaft für Schiffs-Klassifikation (Vollm.-Reg.), ☎ Ro 215, Holzbrücke 8, ✉ 8: [658, 1157, 941, 1201]
directory-entry: — W., Kellner, Wandsbeckerchaussee 238, H. 8, ✉ 23: [1258, 828, 1542, 857]
directory-entry: Burgdorff, Carl, Beamt., Langereihe 92, H. 2: [958, 795, 1235, 810]
directory-entry: — W., Bankbeamt., Mozartstr. 54a, ✉ 22: [358, 621, 606, 636]
directory-entry: — R., Schneider, Eilbeckerweg 134, ✉ 23: [1258, 812, 1513, 827]
directory-entry: — Ed., Geschäftsf., Postscheck-Cto: 24163, ☎ No 9098, Gärtnerstr. 48, ✉ 30: [958, 1869, 1241, 1899]
directory-entry: Burchhardt siehe auch Burchard, Burchardt, Burchhard, Burckhardt, Burghard, Burghardt, Burghart, Burkart u. Burkhardt: [358, 1893, 641, 1937]
directory-entry: — F. E., Osterbeckstr. 47, ✉ 21: [958, 1853, 1149, 1868]
directory-entry: — Julius, IF Julius Burgtorf, vorm. Merkel & Burgtorf, b. Strohhause 78, ✉ 5: [1258, 1618, 1542, 1647]
